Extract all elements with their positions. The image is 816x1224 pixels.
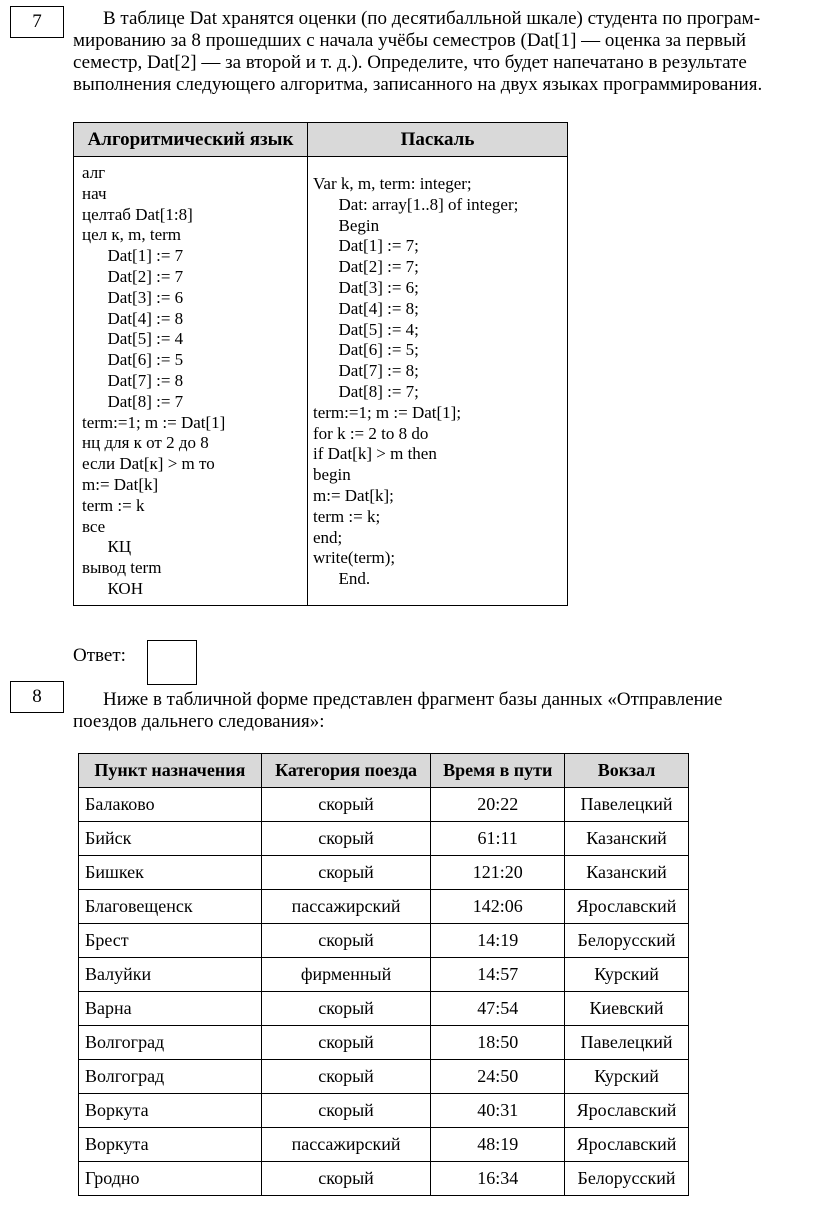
table-cell: Ярославский — [565, 1094, 689, 1128]
algo-code-block — [82, 163, 225, 600]
table-cell: Воркута — [79, 1094, 262, 1128]
code-line: Dat[6] := 5; — [313, 340, 419, 360]
code-line: term := k; — [313, 506, 381, 526]
table-row — [79, 1060, 689, 1094]
text-line: Ниже в табличной форме представлен фрагмент базы данных «Отправление — [103, 689, 723, 710]
text-line: выполнения следующего алгоритма, записанного на двух языках программирования. — [73, 74, 763, 95]
code-line: вывод term — [82, 558, 162, 578]
table-cell: 40:31 — [431, 1094, 565, 1128]
column-header: Вокзал — [565, 754, 689, 788]
table-cell: Казанский — [565, 856, 689, 890]
table-row — [79, 1026, 689, 1060]
code-line: Begin — [313, 215, 380, 235]
code-line: Dat[4] := 8; — [313, 298, 419, 318]
algorithm-table-header — [74, 123, 567, 157]
table-cell: Гродно — [79, 1162, 262, 1196]
header-algo-language: Алгоритмический язык — [87, 129, 294, 150]
table-row — [79, 856, 689, 890]
table-header-row — [79, 754, 689, 788]
code-line: write(term); — [313, 548, 396, 568]
algorithm-table — [73, 122, 568, 606]
table-cell: Волгоград — [79, 1060, 262, 1094]
trains-table — [78, 753, 689, 1196]
table-cell: фирменный — [261, 958, 431, 992]
code-line: Dat[5] := 4 — [82, 329, 184, 349]
answer-box[interactable] — [147, 640, 197, 685]
code-line: Dat[2] := 7 — [82, 266, 184, 286]
code-line: нц для к от 2 до 8 — [82, 433, 209, 453]
table-cell: скорый — [261, 1162, 431, 1196]
table-cell: Волгоград — [79, 1026, 262, 1060]
table-cell: Ярославский — [565, 1128, 689, 1162]
table-cell: скорый — [261, 1026, 431, 1060]
table-cell: скорый — [261, 992, 431, 1026]
code-line: if Dat[k] > m then — [313, 444, 437, 464]
code-line: Dat[5] := 4; — [313, 319, 419, 339]
code-line: term := k — [82, 495, 145, 515]
code-line: term:=1; m := Dat[1] — [82, 412, 226, 432]
table-cell: Белорусский — [565, 924, 689, 958]
code-line: алг — [82, 163, 106, 182]
code-line: Dat[6] := 5 — [82, 350, 184, 370]
table-row — [79, 822, 689, 856]
table-cell: Казанский — [565, 822, 689, 856]
table-cell: Киевский — [565, 992, 689, 1026]
code-line: Dat: array[1..8] of integer; — [313, 194, 519, 214]
table-row — [79, 1094, 689, 1128]
code-line: term:=1; m := Dat[1]; — [313, 402, 462, 422]
code-line: Dat[1] := 7 — [82, 246, 184, 266]
text-line: В таблице Dat хранятся оценки (по десятибалльной шкале) студента по програм- — [103, 8, 761, 29]
text-line: мированию за 8 прошедших с начала учёбы семестров (Dat[1] — оценка за первый — [73, 30, 746, 51]
column-header: Время в пути — [431, 754, 565, 788]
table-cell: скорый — [261, 1060, 431, 1094]
code-line: Dat[7] := 8; — [313, 361, 419, 381]
table-cell: 16:34 — [431, 1162, 565, 1196]
answer-label: Ответ: — [73, 645, 126, 666]
table-row — [79, 1128, 689, 1162]
column-header: Категория поезда — [261, 754, 431, 788]
code-line: КЦ — [82, 537, 132, 557]
code-line: нач — [82, 183, 107, 203]
table-cell: пассажирский — [261, 1128, 431, 1162]
table-cell: Павелецкий — [565, 788, 689, 822]
table-cell: 48:19 — [431, 1128, 565, 1162]
table-cell: скорый — [261, 924, 431, 958]
table-cell: 14:19 — [431, 924, 565, 958]
table-cell: скорый — [261, 1094, 431, 1128]
code-line: КОН — [82, 578, 143, 598]
table-cell: скорый — [261, 822, 431, 856]
table-cell: 61:11 — [431, 822, 565, 856]
question-number-7: 7 — [10, 6, 64, 38]
table-cell: Валуйки — [79, 958, 262, 992]
table-cell: 47:54 — [431, 992, 565, 1026]
question-number-8: 8 — [10, 681, 64, 713]
code-line: Dat[4] := 8 — [82, 308, 184, 328]
code-line: Dat[3] := 6 — [82, 287, 184, 307]
table-cell: Курский — [565, 1060, 689, 1094]
code-line: цел к, m, term — [82, 225, 182, 245]
code-line: begin — [313, 465, 351, 485]
table-cell: 18:50 — [431, 1026, 565, 1060]
table-cell: Благовещенск — [79, 890, 262, 924]
table-cell: скорый — [261, 856, 431, 890]
table-cell: Белорусский — [565, 1162, 689, 1196]
table-cell: Варна — [79, 992, 262, 1026]
table-row — [79, 924, 689, 958]
code-line: Var k, m, term: integer; — [313, 174, 472, 193]
table-cell: 24:50 — [431, 1060, 565, 1094]
code-line: m:= Dat[k]; — [313, 485, 394, 505]
table-row — [79, 992, 689, 1026]
code-line: все — [82, 516, 106, 536]
table-cell: Бишкек — [79, 856, 262, 890]
table-cell: 20:22 — [431, 788, 565, 822]
table-row — [79, 788, 689, 822]
table-cell: Воркута — [79, 1128, 262, 1162]
pascal-code-block — [313, 174, 518, 590]
table-cell: Балаково — [79, 788, 262, 822]
table-cell: Ярославский — [565, 890, 689, 924]
question-7-text — [73, 8, 806, 96]
column-divider — [307, 123, 308, 605]
column-header: Пункт назначения — [79, 754, 262, 788]
table-row — [79, 958, 689, 992]
code-line: m:= Dat[k] — [82, 474, 159, 494]
table-cell: Бийск — [79, 822, 262, 856]
table-cell: Павелецкий — [565, 1026, 689, 1060]
table-cell: 14:57 — [431, 958, 565, 992]
code-line: end; — [313, 527, 343, 547]
text-line: поездов дальнего следования»: — [73, 711, 325, 732]
table-cell: скорый — [261, 788, 431, 822]
code-line: Dat[8] := 7; — [313, 381, 419, 401]
code-line: Dat[2] := 7; — [313, 257, 419, 277]
table-row — [79, 890, 689, 924]
table-cell: 121:20 — [431, 856, 565, 890]
code-line: Dat[8] := 7 — [82, 391, 184, 411]
code-line: Dat[7] := 8 — [82, 370, 184, 390]
code-line: если Dat[к] > m то — [82, 454, 215, 474]
question-8-text — [73, 689, 806, 733]
table-row — [79, 1162, 689, 1196]
table-cell: 142:06 — [431, 890, 565, 924]
code-line: целтаб Dat[1:8] — [82, 204, 193, 224]
code-line: Dat[3] := 6; — [313, 277, 419, 297]
header-pascal: Паскаль — [400, 129, 475, 150]
code-line: Dat[1] := 7; — [313, 236, 419, 256]
table-cell: Брест — [79, 924, 262, 958]
code-line: for k := 2 to 8 do — [313, 423, 429, 443]
table-cell: пассажирский — [261, 890, 431, 924]
text-line: семестр, Dat[2] — за второй и т. д.). Определите, что будет напечатано в результате — [73, 52, 747, 73]
table-cell: Курский — [565, 958, 689, 992]
code-line: End. — [313, 569, 371, 589]
